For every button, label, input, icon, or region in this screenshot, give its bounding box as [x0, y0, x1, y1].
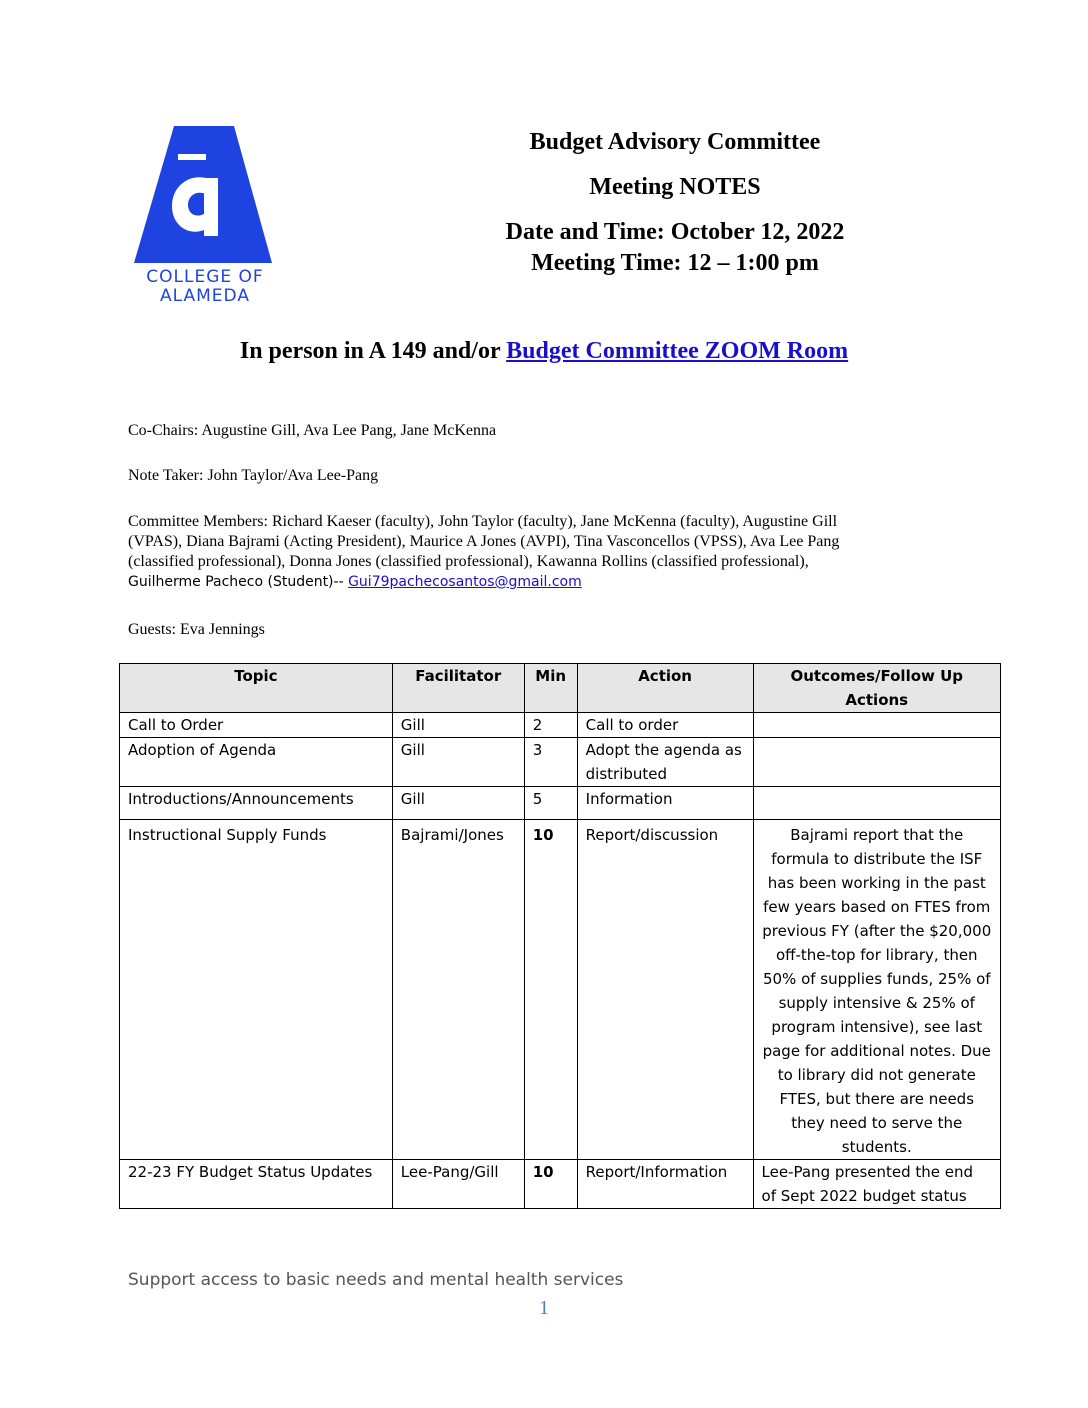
student-member: Guilherme Pacheco (Student)--	[128, 574, 349, 590]
cell-outcome: Lee-Pang presented the end of Sept 2022 budget status	[753, 1160, 1000, 1209]
guests: Guests: Eva Jennings	[128, 621, 265, 638]
header-topic: Topic	[120, 664, 393, 713]
cell-outcome: Bajrami report that the formula to distribute the ISF has been working in the past few years based on FTES from previous FY (after the $20,000 off-the-top for library, then 50% of supplies funds, 25% of supply intensive & 25% of program intensive), see last page for additional notes. Due to library did not generate FTES, but there are needs they need to serve the students.	[753, 820, 1000, 1160]
logo-text-line1: COLLEGE OF	[146, 267, 264, 287]
cell-topic: Instructional Supply Funds	[120, 820, 393, 1160]
cell-topic: Adoption of Agenda	[120, 738, 393, 787]
cell-action: Call to order	[577, 713, 753, 738]
table-header-row	[120, 664, 1001, 713]
members-line	[128, 572, 948, 592]
co-chairs: Co-Chairs: Augustine Gill, Ava Lee Pang, Jane McKenna	[128, 422, 497, 439]
cell-outcome	[753, 738, 1000, 787]
header-min: Min	[524, 664, 577, 713]
footer-text: Support access to basic needs and mental health services	[128, 1270, 624, 1290]
meeting-date: Date and Time: October 12, 2022	[505, 219, 845, 245]
cell-facilitator: Gill	[392, 787, 524, 820]
cell-facilitator: Lee-Pang/Gill	[392, 1160, 524, 1209]
members-line: (classified professional), Donna Jones (classified professional), Kawanna Rollins (classified professional),	[128, 553, 809, 570]
header-facilitator: Facilitator	[392, 664, 524, 713]
cell-action: Report/Information	[577, 1160, 753, 1209]
cell-facilitator: Gill	[392, 738, 524, 787]
cell-min: 2	[524, 713, 577, 738]
table-row	[120, 820, 1001, 1160]
zoom-room-link[interactable]: Budget Committee ZOOM Room	[506, 338, 849, 364]
meeting-notes-subtitle: Meeting NOTES	[589, 174, 761, 200]
cell-min: 5	[524, 787, 577, 820]
note-taker: Note Taker: John Taylor/Ava Lee-Pang	[128, 467, 379, 484]
table-row	[120, 787, 1001, 820]
table-row	[120, 713, 1001, 738]
agenda-table	[119, 663, 1001, 1209]
committee-title: Budget Advisory Committee	[529, 129, 821, 155]
table-row	[120, 1160, 1001, 1209]
cell-min: 10	[524, 820, 577, 1160]
table-row	[120, 738, 1001, 787]
members-line: Committee Members: Richard Kaeser (faculty), John Taylor (faculty), Jane McKenna (faculty), Augustine Gill	[128, 513, 838, 530]
cell-action: Report/discussion	[577, 820, 753, 1160]
cell-action: Information	[577, 787, 753, 820]
cell-min: 10	[524, 1160, 577, 1209]
student-email-link[interactable]: Gui79pachecosantos@gmail.com	[348, 574, 582, 590]
cell-outcome	[753, 713, 1000, 738]
cell-topic: Introductions/Announcements	[120, 787, 393, 820]
meeting-location	[0, 338, 1088, 365]
college-logo	[134, 126, 276, 306]
cell-facilitator: Bajrami/Jones	[392, 820, 524, 1160]
page-number: 1	[539, 1297, 549, 1319]
logo-text-line2: ALAMEDA	[160, 286, 250, 306]
cell-action: Adopt the agenda as distributed	[577, 738, 753, 787]
cell-outcome	[753, 787, 1000, 820]
header-outcomes: Outcomes/Follow Up Actions	[753, 664, 1000, 713]
location-prefix: In person in A 149 and/or	[239, 338, 507, 364]
cell-min: 3	[524, 738, 577, 787]
meeting-time: Meeting Time: 12 – 1:00 pm	[531, 250, 819, 276]
cell-topic: 22-23 FY Budget Status Updates	[120, 1160, 393, 1209]
college-logo-mark	[134, 126, 276, 266]
cell-facilitator: Gill	[392, 713, 524, 738]
cell-topic: Call to Order	[120, 713, 393, 738]
header-action: Action	[577, 664, 753, 713]
members-line: (VPAS), Diana Bajrami (Acting President), Maurice A Jones (AVPI), Tina Vasconcellos (VPSS), Ava Lee Pang	[128, 533, 840, 550]
committee-members	[128, 512, 948, 592]
